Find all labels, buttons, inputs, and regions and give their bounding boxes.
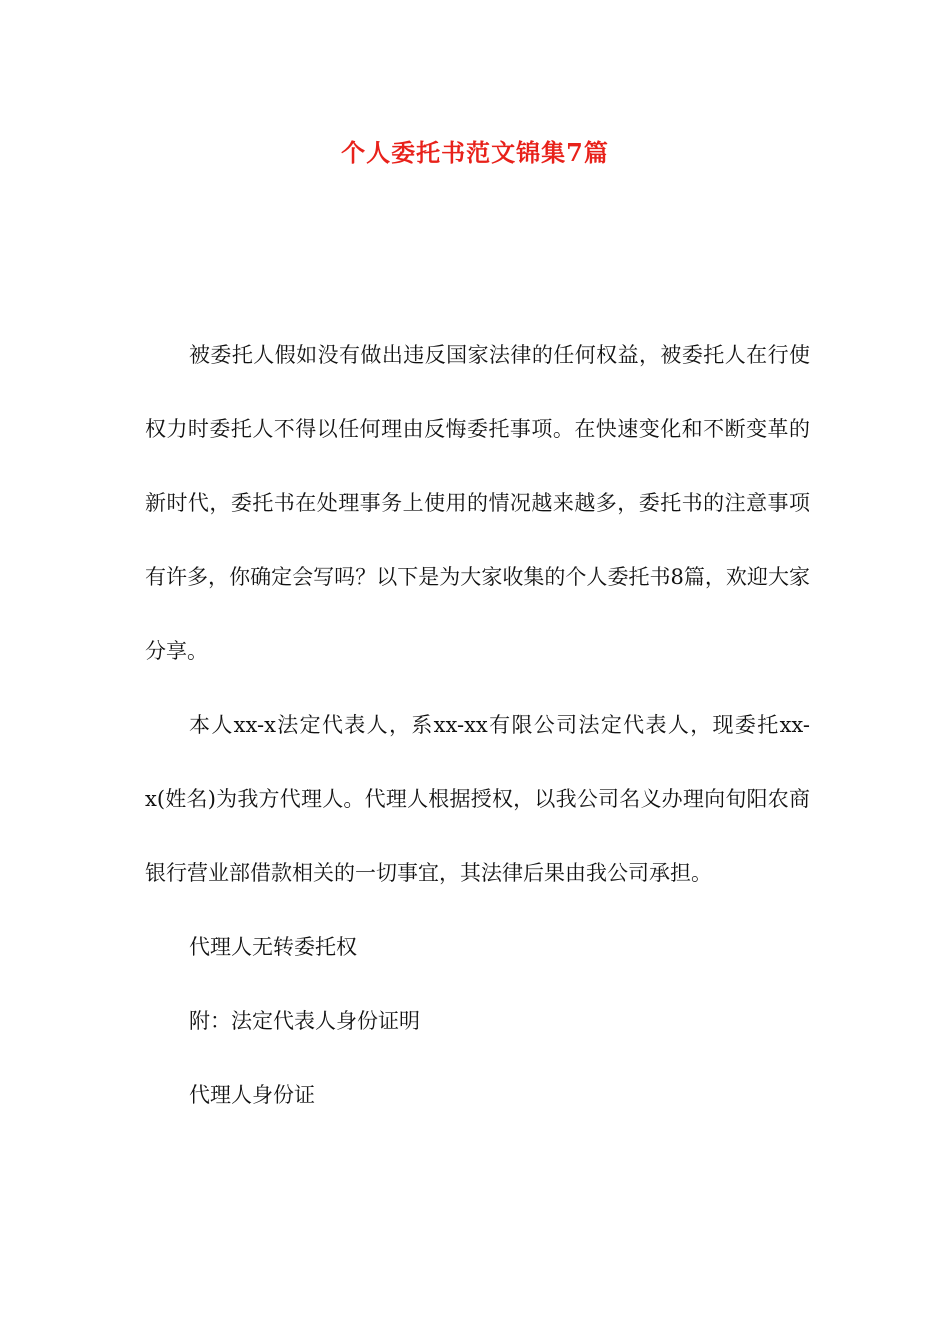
document-title: 个人委托书范文锦集7篇 [341, 138, 609, 167]
paragraph-attachment: 附：法定代表人身份证明 [189, 1009, 420, 1033]
paragraph-no-subdelegation: 代理人无转委托权 [189, 935, 357, 959]
paragraph-agent-id: 代理人身份证 [189, 1083, 315, 1107]
document-body [145, 318, 810, 1132]
paragraph-intro: 被委托人假如没有做出违反国家法律的任何权益，被委托人在行使权力时委托人不得以任何理由反悔委托事项。在快速变化和不断变革的新时代，委托书在处理事务上使用的情况越来越多，委托书的注意事项有许多，你确定会写吗？以下是为大家收集的个人委托书8篇，欢迎大家分享。 [145, 343, 810, 663]
paragraph-authorization: 本人xx-x法定代表人，系xx-xx有限公司法定代表人，现委托xx-x(姓名)为我方代理人。代理人根据授权，以我公司名义办理向旬阳农商银行营业部借款相关的一切事宜，其法律后果由我公司承担。 [145, 713, 810, 885]
